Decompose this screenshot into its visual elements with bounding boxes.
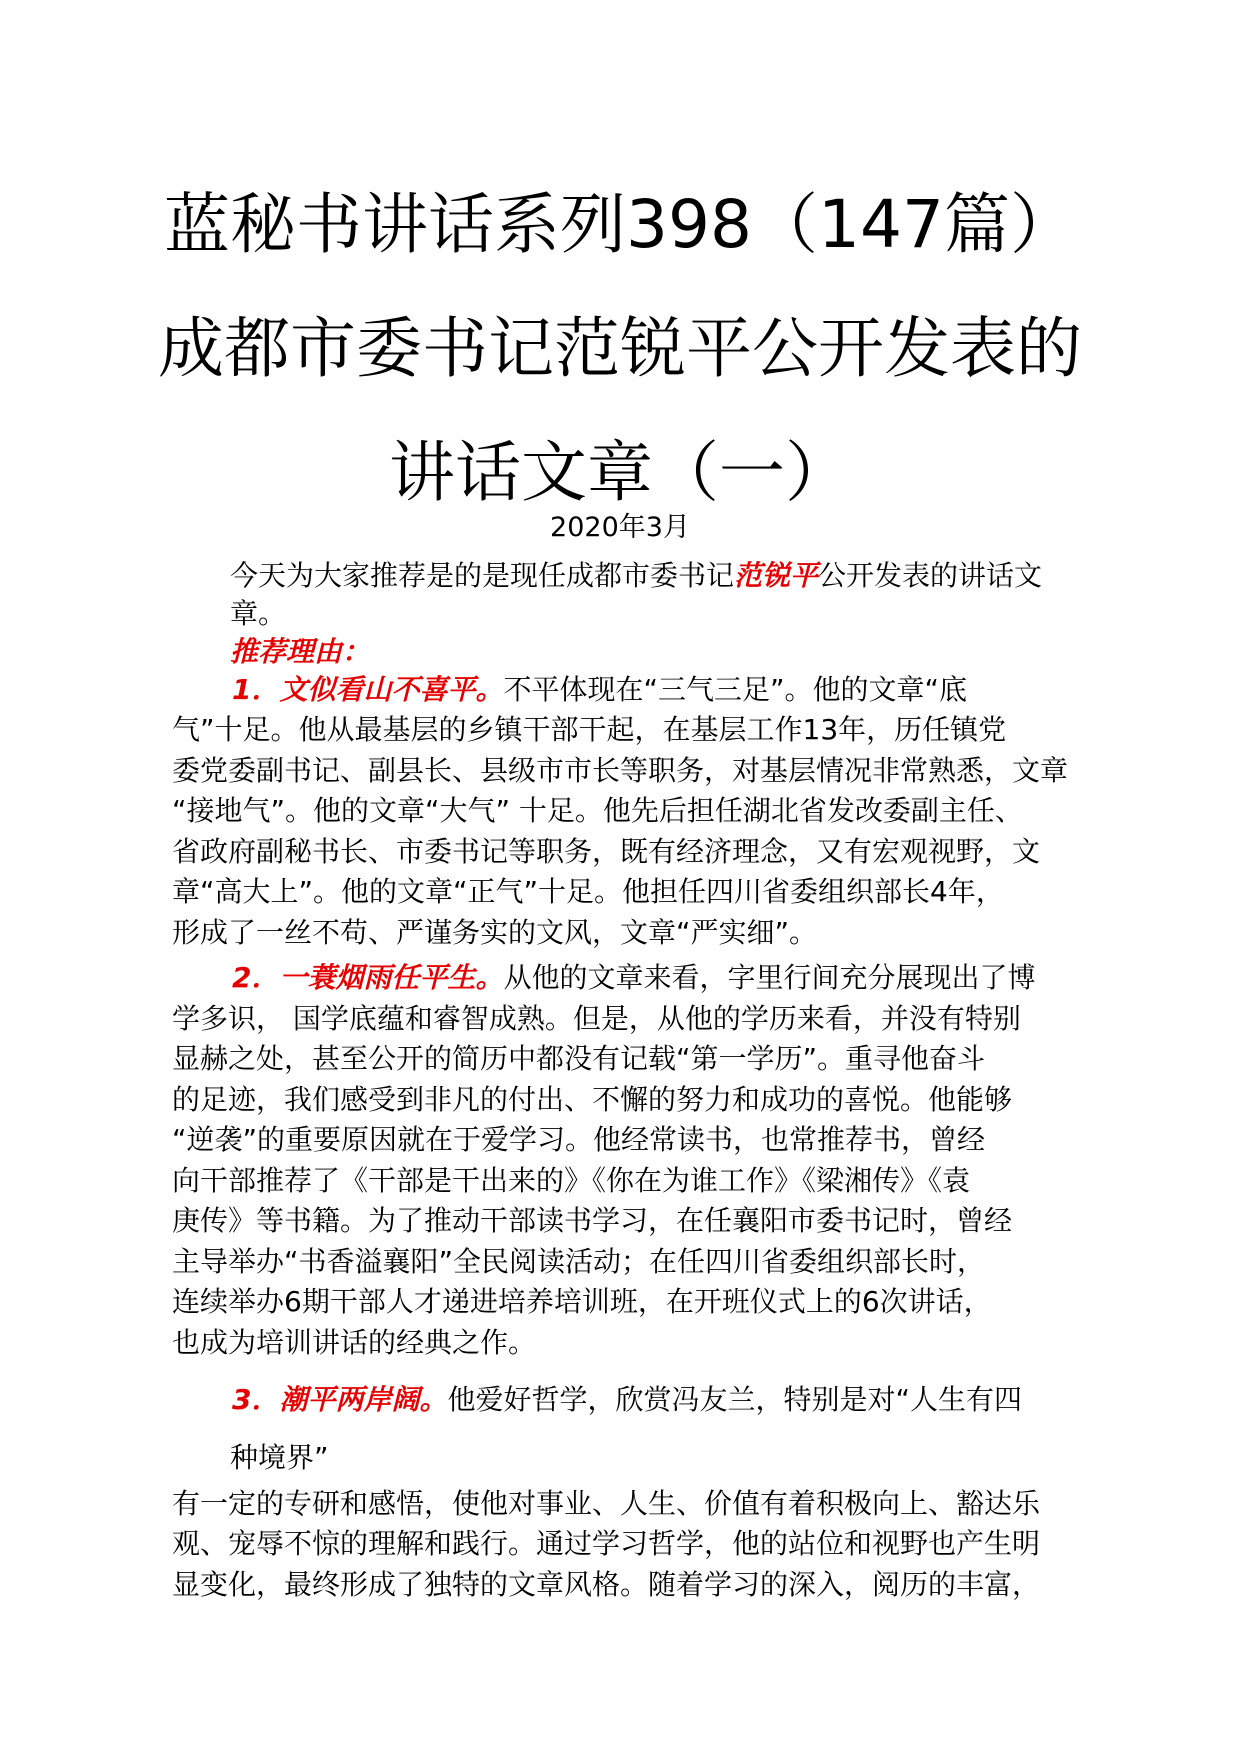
- section-1-line: 委党委副书记、副县长、县级市市长等职务，对基层情况非常熟悉，文章: [172, 754, 1069, 787]
- title-line-3: 讲话文章（一）: [389, 434, 851, 511]
- section-2-number: 2．: [232, 961, 280, 994]
- section-2-line: “逆袭”的重要原因就在于爱学习。他经常读书，也常推荐书，曾经: [172, 1123, 986, 1156]
- section-3-line: 显变化，最终形成了独特的文章风格。随着学习的深入，阅历的丰富，: [172, 1568, 1041, 1601]
- section-1-line: 章“高大上”。他的文章“正气”十足。他担任四川省委组织部长4年，: [172, 875, 1004, 908]
- section-1-line: 形成了一丝不苟、严谨务实的文风，文章“严实细”。: [172, 916, 818, 949]
- section-3-text: 他爱好哲学，欣赏冯友兰，特别是对“人生有四: [447, 1383, 1023, 1416]
- section-2-line: 也成为培训讲话的经典之作。: [172, 1326, 537, 1359]
- section-1-number: 1．: [232, 673, 280, 706]
- date: 2020年3月: [550, 512, 690, 543]
- highlight-name: 范锐平: [734, 559, 819, 592]
- section-3-heading: 潮平两岸阔。: [279, 1383, 448, 1416]
- intro-line-1: [230, 559, 1043, 592]
- section-1-line: 气”十足。他从最基层的乡镇干部干起，在基层工作13年，历任镇党: [172, 713, 1007, 746]
- section-1-heading: 文似看山不喜平。: [279, 673, 504, 706]
- title-line-1: 蓝秘书讲话系列398（147篇）: [164, 186, 1076, 263]
- reason-heading: 推荐理由：: [230, 635, 371, 668]
- section-3-line: 有一定的专研和感悟，使他对事业、人生、价值有着积极向上、豁达乐: [172, 1487, 1041, 1520]
- section-1-first-line: [232, 673, 968, 706]
- section-2-line: 的足迹，我们感受到非凡的付出、不懈的努力和成功的喜悦。他能够: [172, 1083, 1013, 1116]
- intro-line-2: 章。: [230, 597, 287, 630]
- section-3-number: 3．: [232, 1383, 280, 1416]
- intro-text-2: 公开发表的讲话文: [818, 559, 1043, 592]
- title-line-2: 成都市委书记范锐平公开发表的: [158, 310, 1082, 387]
- section-3-line: 观、宠辱不惊的理解和践行。通过学习哲学，他的站位和视野也产生明: [172, 1527, 1041, 1560]
- section-3-first-line: [232, 1383, 1023, 1416]
- section-2-line: 庚传》等书籍。为了推动干部读书学习，在任襄阳市委书记时，曾经: [172, 1204, 1013, 1237]
- section-2-first-line: [232, 961, 1036, 994]
- section-1-line: 省政府副秘书长、市委书记等职务，既有经济理念，又有宏观视野，文: [172, 835, 1041, 868]
- section-2-line: 连续举办6期干部人才递进培养培训班，在开班仪式上的6次讲话，: [172, 1285, 992, 1318]
- section-2-text: 从他的文章来看，字里行间充分展现出了博: [503, 961, 1036, 994]
- section-1-text: 不平体现在“三气三足”。他的文章“底: [503, 673, 968, 706]
- section-2-line: 主导举办“书香溢襄阳”全民阅读活动；在任四川省委组织部长时，: [172, 1245, 986, 1278]
- section-2-line: 向干部推荐了《干部是干出来的》《你在为谁工作》《梁湘传》《袁: [172, 1164, 971, 1197]
- section-2-line: 学多识， 国学底蕴和睿智成熟。但是，从他的学历来看，并没有特别: [172, 1002, 1021, 1035]
- section-2-heading: 一蓑烟雨任平生。: [279, 961, 504, 994]
- section-2-line: 显赫之处，甚至公开的简历中都没有记载“第一学历”。重寻他奋斗: [172, 1042, 986, 1075]
- intro-text-1: 今天为大家推荐是的是现任成都市委书记: [230, 559, 735, 592]
- section-3-line: 种境界”: [230, 1441, 329, 1474]
- section-1-line: “接地气”。他的文章“大气” 十足。他先后担任湖北省发改委副主任、: [172, 794, 1023, 827]
